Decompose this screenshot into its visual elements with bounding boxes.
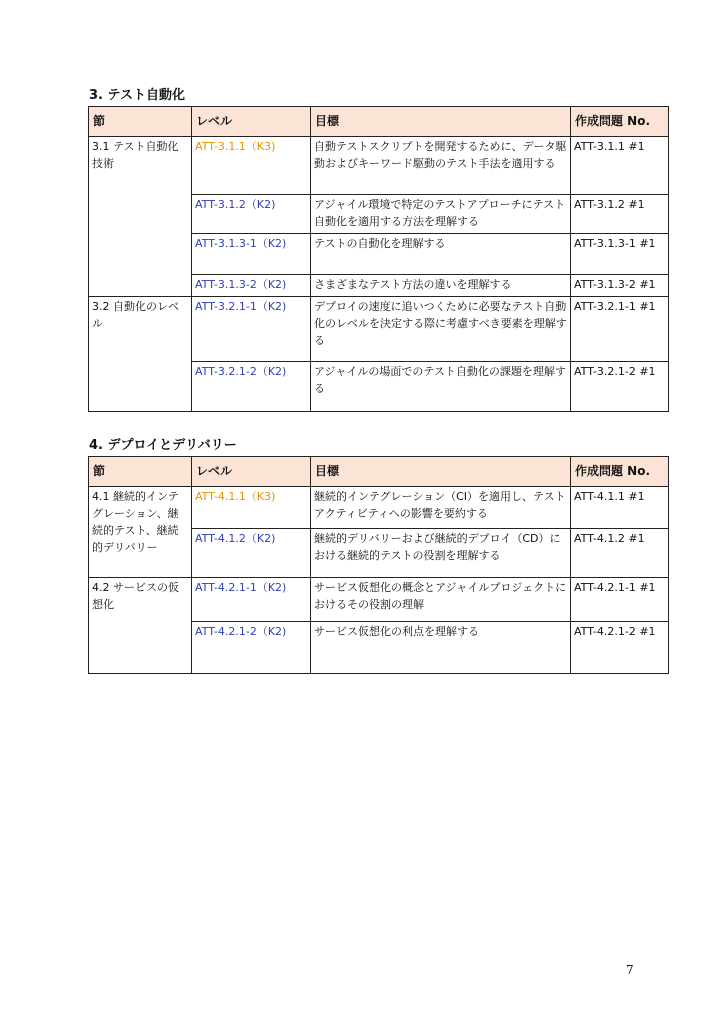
level-cell: ATT-4.1.1（K3): [192, 487, 311, 529]
goal-cell: さまざまなテスト方法の違いを理解する: [311, 275, 571, 297]
goal-cell: デプロイの速度に追いつくために必要なテスト自動化のレベルを決定する際に考慮すべき要素を理解する: [311, 297, 571, 362]
goal-cell: 継続的デリバリーおよび継続的デプロイ（CD）における継続的テストの役割を理解する: [311, 529, 571, 578]
goal-cell: アジャイル環境で特定のテストアプローチにテスト自動化を適用する方法を理解する: [311, 195, 571, 234]
question-no-cell: ATT-3.1.3-2 #1: [571, 275, 669, 297]
goal-cell: サービス仮想化の利点を理解する: [311, 622, 571, 674]
section-4-table: [88, 456, 669, 674]
question-no-cell: ATT-4.1.2 #1: [571, 529, 669, 578]
level-cell: ATT-3.1.2（K2): [192, 195, 311, 234]
header-level: レベル: [192, 457, 311, 487]
table-row: [89, 487, 669, 529]
section-3-title: 3. テスト自動化: [89, 88, 185, 103]
section-cell: 3.1 テスト自動化技術: [89, 137, 192, 297]
table-row: [89, 297, 669, 362]
question-no-cell: ATT-3.2.1-2 #1: [571, 362, 669, 412]
section-4-title: 4. デプロイとデリバリー: [89, 438, 237, 453]
question-no-cell: ATT-3.1.3-1 #1: [571, 234, 669, 275]
question-no-cell: ATT-4.2.1-2 #1: [571, 622, 669, 674]
table-row: [89, 137, 669, 195]
goal-cell: 自動テストスクリプトを開発するために、データ駆動およびキーワード駆動のテスト手法を適用する: [311, 137, 571, 195]
header-goal: 目標: [311, 457, 571, 487]
question-no-cell: ATT-3.1.2 #1: [571, 195, 669, 234]
question-no-cell: ATT-4.1.1 #1: [571, 487, 669, 529]
question-no-cell: ATT-4.2.1-1 #1: [571, 578, 669, 622]
goal-cell: 継続的インテグレーション（CI）を適用し、テストアクティビティへの影響を要約する: [311, 487, 571, 529]
section-cell: 4.1 継続的インテグレーション、継続的テスト、継続的デリバリー: [89, 487, 192, 578]
table-header-row: [89, 457, 669, 487]
table-header-row: [89, 107, 669, 137]
header-section: 節: [89, 107, 192, 137]
goal-cell: テストの自動化を理解する: [311, 234, 571, 275]
level-cell: ATT-3.1.1（K3): [192, 137, 311, 195]
level-cell: ATT-4.2.1-2（K2): [192, 622, 311, 674]
section-cell: 4.2 サービスの仮想化: [89, 578, 192, 674]
goal-cell: サービス仮想化の概念とアジャイルプロジェクトにおけるその役割の理解: [311, 578, 571, 622]
goal-cell: アジャイルの場面でのテスト自動化の課題を理解する: [311, 362, 571, 412]
level-cell: ATT-3.1.3-2（K2): [192, 275, 311, 297]
level-cell: ATT-3.1.3-1（K2): [192, 234, 311, 275]
level-cell: ATT-4.2.1-1（K2): [192, 578, 311, 622]
level-cell: ATT-3.2.1-1（K2): [192, 297, 311, 362]
header-question-no: 作成問題 No.: [571, 107, 669, 137]
header-question-no: 作成問題 No.: [571, 457, 669, 487]
section-cell: 3.2 自動化のレベル: [89, 297, 192, 412]
header-goal: 目標: [311, 107, 571, 137]
section-3-table: [88, 106, 669, 412]
question-no-cell: ATT-3.2.1-1 #1: [571, 297, 669, 362]
question-no-cell: ATT-3.1.1 #1: [571, 137, 669, 195]
header-section: 節: [89, 457, 192, 487]
table-row: [89, 578, 669, 622]
level-cell: ATT-4.1.2（K2): [192, 529, 311, 578]
level-cell: ATT-3.2.1-2（K2): [192, 362, 311, 412]
header-level: レベル: [192, 107, 311, 137]
page-number: 7: [626, 963, 634, 977]
